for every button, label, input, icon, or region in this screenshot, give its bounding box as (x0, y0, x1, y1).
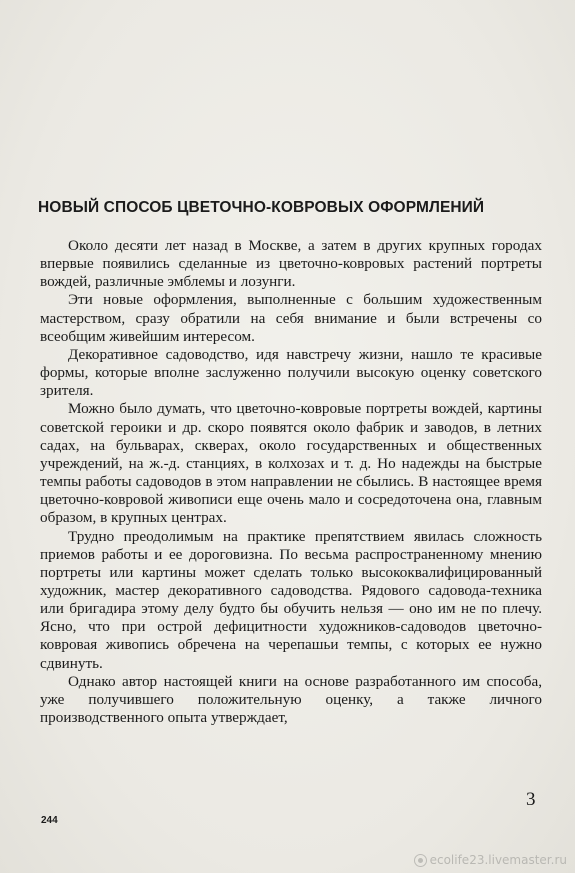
page-number: 244 (41, 815, 58, 826)
paragraph: Около десяти лет назад в Москве, а затем в других крупных городах впервые появились сделанные из цветочно-ковровых растений портреты вождей, различные эмблемы и лозунги. (40, 237, 542, 291)
article-title: НОВЫЙ СПОСОБ ЦВЕТОЧНО-КОВРОВЫХ ОФОРМЛЕНИЙ (38, 199, 485, 216)
watermark (414, 853, 567, 867)
livemaster-logo-icon (414, 854, 427, 867)
signature-number: 3 (526, 789, 536, 810)
paragraph: Однако автор настоящей книги на основе разработанного им способа, уже получившего положительную оценку, а также личного производственного опыта утверждает, (40, 672, 542, 727)
watermark-text: ecolife23.livemaster.ru (429, 853, 567, 867)
paragraph: Трудно преодолимым на практике препятствием явилась сложность приемов работы и ее дороговизна. По весьма распространенному мнению портреты или картины может сделать только высококвалифицированный художник, мастер декоративного садоводства. Рядового садовода-техника или бригадира этому делу будто бы обучить нельзя — оно им не по плечу. Ясно, что при острой дефицитности художников-садоводов цветочно-ковровая живопись обречена на черепашьи темпы, с которых ее нужно сдвинуть. (40, 527, 542, 672)
paragraph: Декоративное садоводство, идя навстречу жизни, нашло те красивые формы, которые вполне заслуженно получили высокую оценку советского зрителя. (40, 345, 542, 400)
paragraph: Можно было думать, что цветочно-ковровые портреты вождей, картины советской героики и др. скоро появятся около фабрик и заводов, в летних садах, на бульварах, скверах, около государственных и общественных учреждений, на ж.-д. станциях, в колхозах и т. д. Но надежды на быстрые темпы работы садоводов в этом направлении не сбылись. В настоящее время цветочно-ковровой живописи еще очень мало и сосредоточена она, главным образом, в крупных центрах. (40, 400, 542, 527)
paragraph: Эти новые оформления, выполненные с большим художественным мастерством, сразу обратили на себя внимание и были встречены со всеобщим живейшим интересом. (40, 291, 542, 345)
article-body (40, 237, 542, 727)
